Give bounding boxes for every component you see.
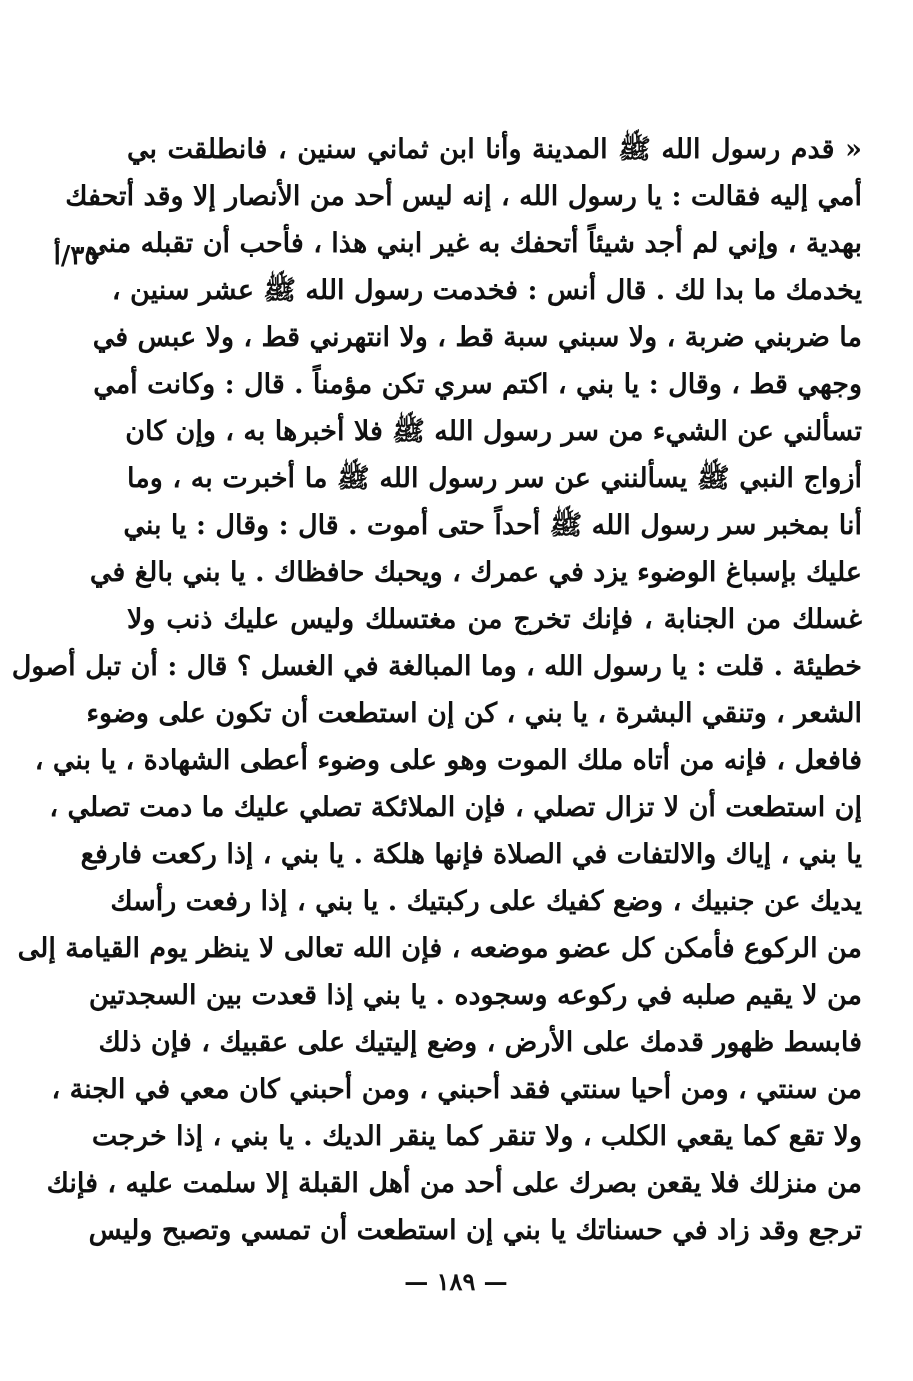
text-line: من سنتي ، ومن أحيا سنتي فقد أحبني ، ومن أحبني كان معي في الجنة ، xyxy=(51,1074,862,1105)
page-number: — ١٨٩ — xyxy=(404,1267,508,1296)
text-line: فابسط ظهور قدمك على الأرض ، وضع إليتيك على عقبيك ، فإن ذلك xyxy=(98,1027,862,1058)
text-line: أنا بمخبر سر رسول الله ﷺ أحداً حتى أموت . قال : وقال : يا بني xyxy=(123,510,862,541)
text-line: تسألني عن الشيء من سر رسول الله ﷺ فلا أخبرها به ، وإن كان xyxy=(125,416,862,447)
text-line: من منزلك فلا يقعن بصرك على أحد من أهل القبلة إلا سلمت عليه ، فإنك xyxy=(46,1168,862,1199)
text-line: ولا تقع كما يقعي الكلب ، ولا تنقر كما ينقر الديك . يا بني ، إذا خرجت xyxy=(91,1121,862,1152)
text-line: عليك بإسباغ الوضوء يزد في عمرك ، ويحبك حافظاك . يا بني بالغ في xyxy=(89,557,862,588)
text-line: يديك عن جنبيك ، وضع كفيك على ركبتيك . يا بني ، إذا رفعت رأسك xyxy=(110,886,862,917)
text-line: من لا يقيم صلبه في ركوعه وسجوده . يا بني إذا قعدت بين السجدتين xyxy=(88,980,862,1011)
text-line: يخدمك ما بدا لك . قال أنس : فخدمت رسول الله ﷺ عشر سنين ، xyxy=(111,275,862,306)
text-line: من الركوع فأمكن كل عضو موضعه ، فإن الله تعالى لا ينظر يوم القيامة إلى xyxy=(17,933,862,964)
text-line: ترجع وقد زاد في حسناتك يا بني إن استطعت أن تمسي وتصبح وليس xyxy=(88,1215,862,1246)
text-line: خطيئة . قلت : يا رسول الله ، وما المبالغة في الغسل ؟ قال : أن تبل أصول xyxy=(11,651,862,682)
text-line: فافعل ، فإنه من أتاه ملك الموت وهو على وضوء أعطى الشهادة ، يا بني ، xyxy=(34,745,862,776)
text-line: يا بني ، إياك والالتفات في الصلاة فإنها هلكة . يا بني ، إذا ركعت فارفع xyxy=(80,839,862,870)
text-line: أزواج النبي ﷺ يسألنني عن سر رسول الله ﷺ ما أخبرت به ، وما xyxy=(127,463,862,494)
text-line: ما ضربني ضربة ، ولا سبني سبة قط ، ولا انتهرني قط ، ولا عبس في xyxy=(92,322,862,353)
text-line: الشعر ، وتنقي البشرة ، يا بني ، كن إن استطعت أن تكون على وضوء xyxy=(86,698,862,729)
text-line: إن استطعت أن لا تزال تصلي ، فإن الملائكة تصلي عليك ما دمت تصلي ، xyxy=(49,792,862,823)
text-line: بهدية ، وإني لم أجد شيئاً أتحفك به غير ابني هذا ، فأحب أن تقبله مني xyxy=(86,228,862,259)
text-line: « قدم رسول الله ﷺ المدينة وأنا ابن ثماني سنين ، فانطلقت بي xyxy=(127,134,862,165)
manuscript-folio-note: ٣٥/أ xyxy=(53,241,99,271)
text-line: غسلك من الجنابة ، فإنك تخرج من مغتسلك وليس عليك ذنب ولا xyxy=(127,604,862,635)
text-line: أمي إليه فقالت : يا رسول الله ، إنه ليس أحد من الأنصار إلا وقد أتحفك xyxy=(65,181,862,212)
text-line: وجهي قط ، وقال : يا بني ، اكتم سري تكن مؤمناً . قال : وكانت أمي xyxy=(93,369,862,400)
